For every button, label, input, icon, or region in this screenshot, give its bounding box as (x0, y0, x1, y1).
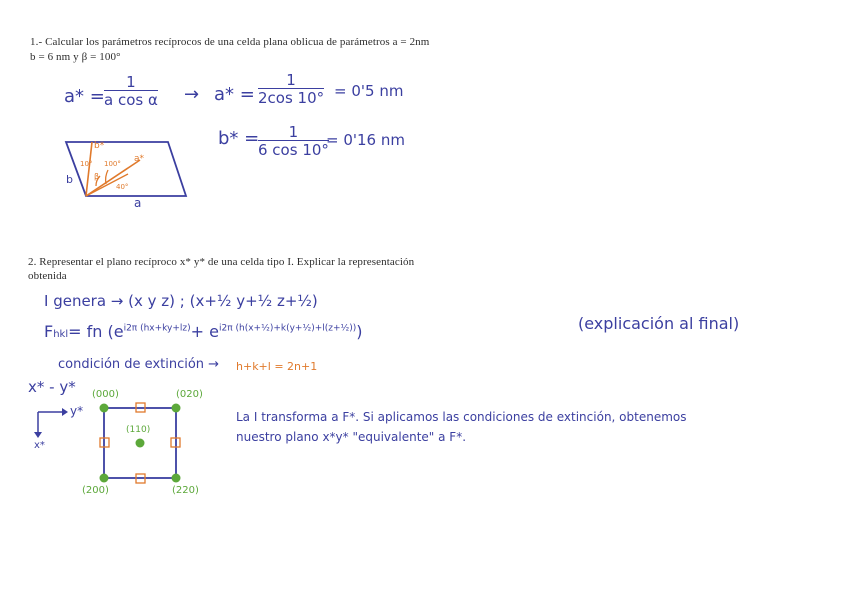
node-label-200: (200) (82, 485, 109, 496)
sketch-label-40: 40° (116, 183, 129, 191)
problem1-statement-line2: b = 6 nm y β = 100° (30, 51, 121, 63)
node-200 (100, 474, 109, 483)
axis-y-label: y* (70, 404, 84, 418)
conclusion-line1: La I transforma a F*. Si aplicamos las condiciones de extinción, obtenemos (236, 410, 687, 424)
axis-y-arrowhead (62, 408, 68, 416)
sketch-label-100: 100° (104, 160, 121, 168)
node-label-020: (020) (176, 389, 203, 400)
eq-a2-result: = 0'5 nm (334, 82, 404, 100)
node-label-220: (220) (172, 485, 199, 496)
node-220 (172, 474, 181, 483)
eq-a-denominator: a cos α (104, 91, 158, 109)
plane-label: x* - y* (28, 378, 76, 396)
explanation-note: (explicación al final) (578, 314, 740, 333)
sf-sub: hkl (53, 329, 69, 340)
eq-a-lhs: a* = (64, 86, 105, 107)
eq-a-numerator: 1 (126, 73, 136, 91)
eq-b-numerator: 1 (288, 123, 299, 141)
axis-x-arrowhead (34, 432, 42, 438)
axis-x-label: x* (34, 440, 45, 451)
generates-line: I genera → (x y z) ; (x+½ y+½ z+½) (44, 292, 318, 310)
sf-lhs: F (44, 322, 54, 341)
sf-rhs: = fn (e (68, 322, 124, 341)
sf-close: ) (356, 322, 363, 341)
implies-arrow: → (184, 84, 200, 105)
node-label-110: (110) (126, 425, 151, 435)
node-020 (172, 404, 181, 413)
problem2-statement-line2: obtenida (28, 270, 67, 282)
sketch-label-b: b (66, 173, 73, 186)
node-label-000: (000) (92, 389, 119, 400)
conclusion-line2: nuestro plano x*y* "equivalente" a F*. (236, 430, 467, 444)
sf-mid: + e (190, 322, 219, 341)
eq-b-lhs: b* = (218, 128, 260, 149)
problem1-statement-line1: 1.- Calcular los parámetros recíprocos de una celda plana oblicua de parámetros a = 2nm (30, 36, 430, 48)
node-110 (136, 439, 145, 448)
sketch-label-astar: a* (134, 154, 145, 164)
sketch-label-10: 10° (80, 160, 93, 168)
sf-exp1: i2π (hx+ky+lz) (123, 323, 191, 334)
eq-b-denominator: 6 cos 10° (258, 141, 329, 159)
sketch-label-bstar: b* (94, 141, 105, 151)
extinction-condition: h+k+l = 2n+1 (236, 360, 318, 373)
sketch-label-a: a (134, 196, 142, 210)
eq-a2-denominator: 2cos 10° (258, 89, 325, 107)
sketch-label-beta: β (94, 172, 100, 181)
eq-a2-lhs: a* = (214, 84, 255, 105)
extinction-label: condición de extinción → (58, 357, 220, 372)
sf-exp2: i2π (h(x+½)+k(y+½)+l(z+½)) (219, 323, 357, 334)
eq-a2-numerator: 1 (286, 71, 296, 89)
problem2-statement-line1: 2. Representar el plano recíproco x* y* de una celda tipo I. Explicar la representación (28, 256, 415, 268)
node-000 (100, 404, 109, 413)
eq-b-result: = 0'16 nm (326, 131, 405, 149)
